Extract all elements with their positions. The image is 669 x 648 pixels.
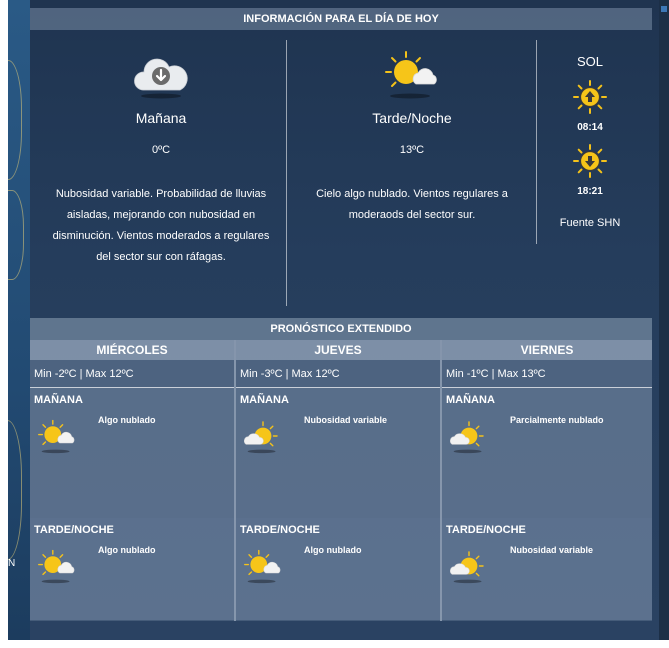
period-label: TARDE/NOCHE [240,524,320,536]
evening-temp: 13ºC [399,144,425,156]
scrollbar[interactable] [659,0,669,640]
evening-desc: Cielo algo nublado. Vientos regulares a moderaods del sector sur. [316,188,508,221]
condition-text: Algo nublado [98,545,156,555]
sunset-time: 18:21 [577,186,603,197]
morning-temp: 0ºC [151,144,171,156]
day-name: JUEVES [236,340,440,360]
today-header: INFORMACIÓN PARA EL DÍA DE HOY [30,8,652,30]
day-minmax: Min -2ºC | Max 12ºC [30,360,234,388]
morning-title: Mañana [135,110,187,126]
sunrise-icon [572,79,608,115]
sun-title: SOL [576,54,603,69]
cloud-sun-icon [448,546,490,586]
today-morning [38,40,284,268]
sun-cloud-icon [382,48,442,100]
condition-text: Nubosidad variable [304,415,388,425]
period-label: TARDE/NOCHE [34,524,114,536]
cloud-sun-icon [242,416,284,456]
cloud-sun-icon [448,416,490,456]
today-evening [290,40,534,226]
sunrise-time: 08:14 [577,122,603,133]
extended-forecast [30,318,652,621]
condition-text: Algo nublado [304,545,362,555]
day-minmax: Min -3ºC | Max 12ºC [236,360,440,388]
day-column-wednesday [30,340,234,621]
evening-title: Tarde/Noche [372,110,452,126]
map-label: N [8,558,16,569]
sun-cloud-icon [36,546,78,586]
weather-panel [8,0,669,640]
sun-cloud-icon [36,416,78,456]
day-column-friday [442,340,652,621]
condition-text: Nubosidad variable [510,545,594,555]
day-column-thursday [236,340,440,621]
day-minmax: Min -1ºC | Max 13ºC [442,360,652,388]
condition-text: Algo nublado [98,415,156,425]
period-label: TARDE/NOCHE [446,524,526,536]
period-label: MAÑANA [240,394,289,406]
period-label: MAÑANA [34,394,83,406]
morning-block [442,388,652,518]
morning-block [30,388,234,518]
divider [536,40,537,244]
day-name: MIÉRCOLES [30,340,234,360]
scrollbar-thumb[interactable] [661,6,667,12]
map-strip [8,0,30,640]
period-label: MAÑANA [446,394,495,406]
morning-desc: Nubosidad variable. Probabilidad de lluvias aisladas, mejorando con nubosidad en disminución. Vientos moderados a regulares del sector sur con ráfagas. [52,188,270,263]
evening-block [30,518,234,620]
cloud-download-icon [131,48,191,100]
divider [286,40,287,306]
sun-cloud-icon [242,546,284,586]
sun-source: Fuente SHN [559,217,621,229]
condition-text: Parcialmente nublado [510,415,604,425]
extended-header: PRONÓSTICO EXTENDIDO [30,318,652,340]
day-name: VIERNES [442,340,652,360]
morning-block [236,388,440,518]
sunset-icon [572,143,608,179]
today-sun [540,40,640,229]
evening-block [442,518,652,620]
evening-block [236,518,440,620]
